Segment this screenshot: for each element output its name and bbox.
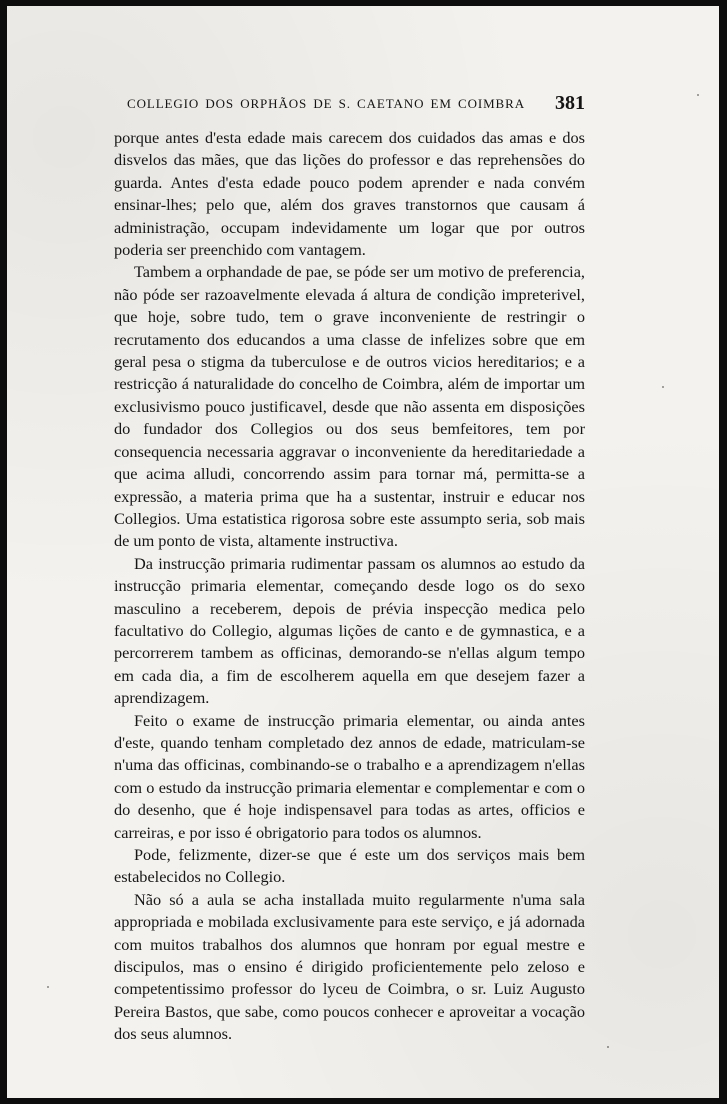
paragraph-1: porque antes d'esta edade mais carecem dos cuidados das amas e dos disvelos das mães, que das lições do professor e das reprehensões do guarda. Antes d'esta edade pouco podem aprender e nada convém ensinar-lhes; pelo que, além dos graves transtornos que causam á administração, occupam indevidamente um logar que por outros poderia ser preenchido com vantagem. [114, 128, 585, 260]
paper-speck [47, 986, 49, 988]
paper-speck [697, 94, 699, 96]
paragraph-4: Feito o exame de instrucção primaria elementar, ou ainda antes d'este, quando tenham completado dez annos de edade, matriculam-se n'uma das officinas, combinando-se o trabalho e a aprendizagem n'ellas com o estudo da instrucção primaria elementar e complementar e com o do desenho, que é hoje indispensavel para todas as artes, officios e carreiras, e por isso é obrigatorio para todos os alumnos. [114, 710, 585, 842]
paragraph-3: Da instrucção primaria rudimentar passam os alumnos ao estudo da instrucção primaria elementar, começando desde logo os do sexo masculino a receberem, depois de prévia inspecção medica pelo facultativo do Collegio, algumas lições de canto e de gymnastica, e a percorrerem tambem as officinas, demorando-se n'ellas algum tempo em cada dia, a fim de escolherem aquella em que desejem fazer a aprendizagem. [114, 553, 585, 708]
paragraph-2: Tambem a orphandade de pae, se póde ser um motivo de preferencia, não póde ser razoavelmente elevada á altura de condição impreterivel, que hoje, sobre tudo, tem o grave inconveniente de restringir o recrutamento dos educandos a uma classe de infelizes sobre que em geral pesa o stigma da tuberculose e de outros vicios hereditarios; e a restricção á naturalidade do concelho de Coimbra, além de importar um exclusivismo pouco justificavel, desde que não assenta em disposições do fundador dos Collegios ou dos seus bemfeitores, tem por consequencia necessaria aggravar o inconveniente da hereditariedade a que acima alludi, concorrendo assim para tornar má, permitta-se a expressão, a materia prima que ha a sustentar, instruir e educar nos Collegios. Uma estatistica rigorosa sobre este assumpto seria, sob mais de um ponto de vista, altamente instructiva. [114, 262, 585, 551]
paper-speck [607, 1046, 609, 1048]
body-text [114, 127, 585, 1046]
page-number: 381 [555, 92, 585, 114]
running-head: COLLEGIO DOS ORPHÃOS DE S. CAETANO EM COIMBRA [127, 96, 525, 111]
paragraph-6: Não só a aula se acha installada muito regularmente n'uma sala appropriada e mobilada exclusivamente para este serviço, e já adornada com muitos trabalhos dos alumnos que honram por egual mestre e discipulos, mas o ensino é dirigido proficientemente pelo zeloso e competentissimo professor do lyceu de Coimbra, o sr. Luiz Augusto Pereira Bastos, que sabe, como poucos conhecer e aproveitar a vocação dos seus alumnos. [114, 889, 585, 1044]
book-page [7, 6, 719, 1098]
paragraph-5: Pode, felizmente, dizer-se que é este um dos serviços mais bem estabelecidos no Collegio. [114, 845, 585, 887]
page-header [115, 92, 585, 118]
paper-speck [662, 386, 664, 388]
